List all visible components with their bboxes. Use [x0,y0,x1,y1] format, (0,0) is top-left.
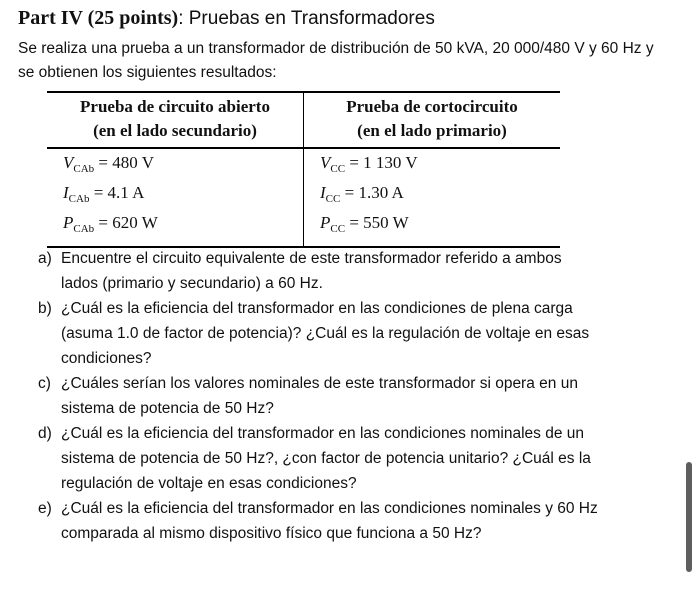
short-circuit-header [304,92,561,148]
question-c [38,371,600,421]
open-circuit-voltage: $V_{CAb} = 480$ V [63,153,154,175]
heading-separator: : [178,8,184,29]
short-circuit-values [304,148,561,247]
part-label: Part IV (25 points) [18,7,179,29]
open-circuit-current: $I_{CAb} = 4.1$ A [63,183,145,205]
short-circuit-side: (en el lado primario) [357,121,507,140]
question-a [38,246,600,296]
open-circuit-power: $P_{CAb} = 620$ W [63,213,158,235]
question-marker: c) [38,375,51,392]
question-e [38,496,600,546]
section-topic: Pruebas en Transformadores [183,8,435,29]
question-text: ¿Cuál es la eficiencia del transformador en las condiciones de plena carga (asuma 1.0 de factor de potencia)? ¿Cuál es la regulación de voltaje en esas condiciones? [61,300,590,367]
question-marker: a) [38,250,52,267]
question-d [38,421,600,496]
question-marker: d) [38,425,52,442]
short-circuit-current: $I_{CC} = 1.30$ A [320,183,404,205]
open-circuit-title: Prueba de circuito abierto [80,97,270,116]
question-text: ¿Cuáles serían los valores nominales de este transformador si opera en un sistema de potencia de 50 Hz? [61,375,578,417]
test-results-table [47,91,560,248]
question-text: ¿Cuál es la eficiencia del transformador en las condiciones nominales de un sistema de potencia de 50 Hz?, ¿con factor de potencia unitario? ¿Cuál es la regulación de voltaje en esas condiciones? [61,425,591,492]
open-circuit-side: (en el lado secundario) [93,121,257,140]
problem-statement: Se realiza una prueba a un transformador de distribución de 50 kVA, 20 000/480 V y 60 Hz y se obtienen los siguientes resultados: [18,40,654,81]
open-circuit-values [47,148,304,247]
question-text: ¿Cuál es la eficiencia del transformador en las condiciones nominales y 60 Hz comparada al mismo dispositivo físico que funciona a 50 Hz? [61,500,598,542]
scrollbar-thumb[interactable] [686,462,692,572]
section-heading [18,6,435,31]
question-marker: b) [38,300,52,317]
open-circuit-header [47,92,304,148]
short-circuit-voltage: $V_{CC} = 1$ 130 V [320,153,418,175]
short-circuit-title: Prueba de cortocircuito [346,97,518,116]
question-marker: e) [38,500,52,517]
short-circuit-power: $P_{CC} = 550$ W [320,213,409,235]
question-list [38,246,600,546]
question-b [38,296,600,371]
question-text: Encuentre el circuito equivalente de este transformador referido a ambos lados (primario y secundario) a 60 Hz. [61,250,562,292]
